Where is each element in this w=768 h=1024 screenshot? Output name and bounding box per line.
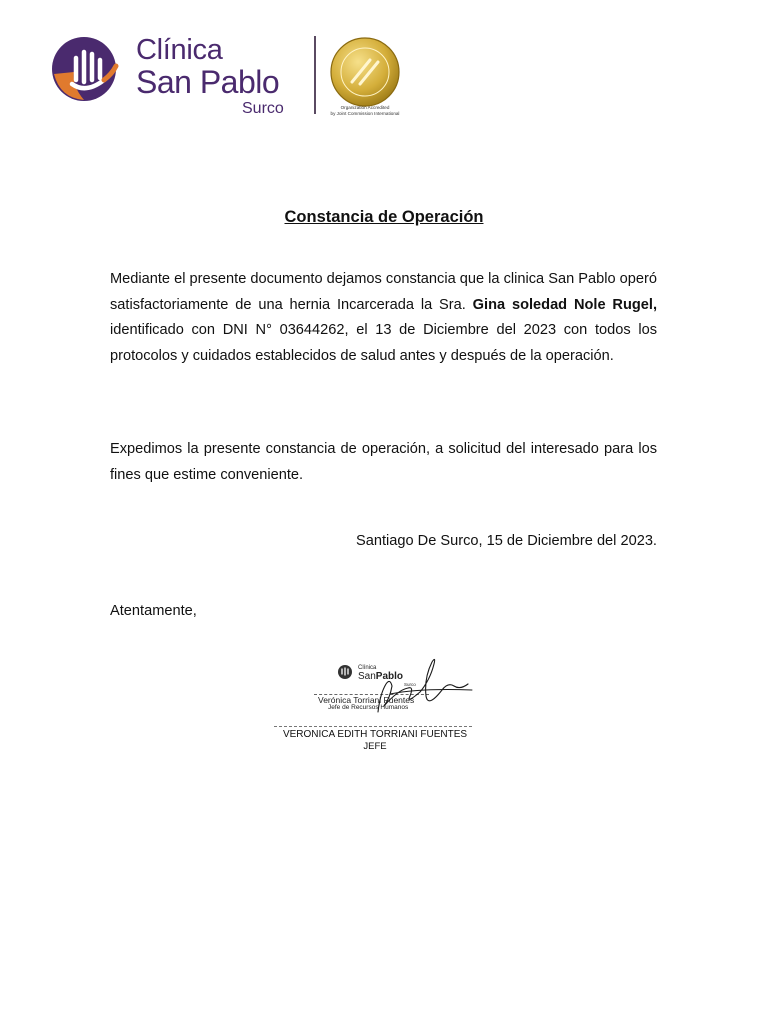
stamp-role: Jefe de Recursos Humanos: [328, 704, 409, 711]
stamp-clinica: Clínica: [358, 665, 377, 671]
signature-line: [274, 726, 472, 727]
patient-name: Gina soledad Nole Rugel,: [472, 296, 658, 313]
header-divider: [314, 36, 316, 114]
stamp-name: Verónica Torriani Fuentes: [318, 695, 415, 705]
signature-block: [270, 650, 480, 760]
handwritten-signature: [350, 650, 480, 716]
body-paragraph-2: Expedimos la presente constancia de operación, a solicitud del interesado para los fines que estime conveniente.: [110, 441, 657, 483]
signer-name: VERONICA EDITH TORRIANI FUENTES: [282, 729, 468, 740]
document-title: Constancia de Operación: [284, 208, 484, 226]
date-line: Santiago De Surco, 15 de Diciembre del 2023.: [356, 533, 657, 549]
brand-location: Surco: [242, 100, 284, 117]
brand-name-line1: Clínica: [136, 34, 223, 66]
stamp-brand: SanPablo: [358, 671, 404, 682]
clinica-san-pablo-hand-icon: [50, 36, 122, 102]
letterhead: [50, 30, 430, 125]
seal-caption: Organization Accredited by Joint Commission International: [330, 105, 400, 116]
stamp-location: Surco: [404, 682, 416, 687]
body-paragraph-1: Mediante el presente documento dejamos constancia que la clinica San Pablo operó satisfactoriamente de una hernia Incarcerada la Sra. Gina soledad Nole Rugel, identificado con DNI N° 03644262, el 13 de Diciembre del 2023 con todos los protocolos y cuidados establecidos de salud antes y después de la operación.: [110, 271, 658, 364]
signer-role: JEFE: [363, 741, 387, 752]
brand-name-line2: San Pablo: [136, 64, 280, 100]
closing-text: Atentamente,: [110, 603, 197, 619]
